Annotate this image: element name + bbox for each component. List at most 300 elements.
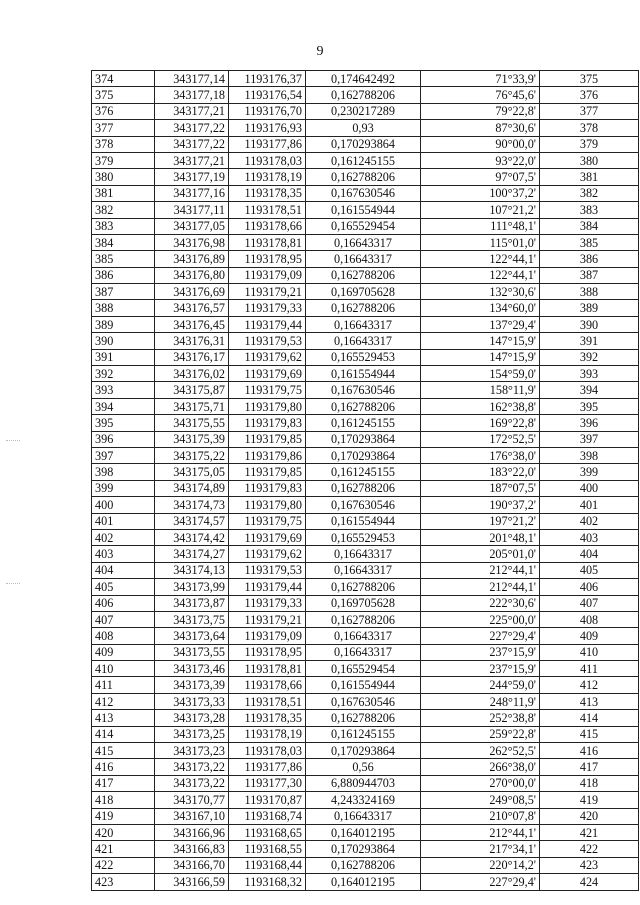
next-point-cell: 375 bbox=[540, 71, 639, 87]
next-point-cell: 421 bbox=[540, 824, 639, 840]
distance-cell: 0,56 bbox=[306, 759, 421, 775]
next-point-cell: 382 bbox=[540, 185, 639, 201]
table-row bbox=[92, 808, 639, 824]
y-coordinate-cell: 1193179,80 bbox=[229, 398, 306, 414]
point-number-cell: 399 bbox=[92, 480, 155, 496]
table-row bbox=[92, 579, 639, 595]
distance-cell: 0,16643317 bbox=[306, 546, 421, 562]
table-row bbox=[92, 366, 639, 382]
point-number-cell: 422 bbox=[92, 857, 155, 873]
table-row bbox=[92, 333, 639, 349]
table-row bbox=[92, 824, 639, 840]
x-coordinate-cell: 343176,98 bbox=[155, 234, 229, 250]
direction-angle-cell: 122°44,1' bbox=[421, 267, 540, 283]
y-coordinate-cell: 1193170,87 bbox=[229, 792, 306, 808]
x-coordinate-cell: 343175,22 bbox=[155, 447, 229, 463]
point-number-cell: 397 bbox=[92, 447, 155, 463]
direction-angle-cell: 176°38,0' bbox=[421, 447, 540, 463]
table-row bbox=[92, 562, 639, 578]
distance-cell: 0,161245155 bbox=[306, 464, 421, 480]
direction-angle-cell: 201°48,1' bbox=[421, 529, 540, 545]
next-point-cell: 417 bbox=[540, 759, 639, 775]
table-row bbox=[92, 71, 639, 87]
table-row bbox=[92, 710, 639, 726]
next-point-cell: 399 bbox=[540, 464, 639, 480]
point-number-cell: 396 bbox=[92, 431, 155, 447]
direction-angle-cell: 134°60,0' bbox=[421, 300, 540, 316]
x-coordinate-cell: 343166,70 bbox=[155, 857, 229, 873]
next-point-cell: 424 bbox=[540, 874, 639, 890]
distance-cell: 0,16643317 bbox=[306, 251, 421, 267]
y-coordinate-cell: 1193179,53 bbox=[229, 562, 306, 578]
y-coordinate-cell: 1193178,66 bbox=[229, 218, 306, 234]
direction-angle-cell: 97°07,5' bbox=[421, 169, 540, 185]
direction-angle-cell: 147°15,9' bbox=[421, 349, 540, 365]
direction-angle-cell: 212°44,1' bbox=[421, 579, 540, 595]
x-coordinate-cell: 343177,22 bbox=[155, 136, 229, 152]
next-point-cell: 389 bbox=[540, 300, 639, 316]
next-point-cell: 420 bbox=[540, 808, 639, 824]
x-coordinate-cell: 343177,16 bbox=[155, 185, 229, 201]
x-coordinate-cell: 343167,10 bbox=[155, 808, 229, 824]
table-row bbox=[92, 726, 639, 742]
y-coordinate-cell: 1193176,37 bbox=[229, 71, 306, 87]
y-coordinate-cell: 1193178,81 bbox=[229, 234, 306, 250]
point-number-cell: 386 bbox=[92, 267, 155, 283]
next-point-cell: 401 bbox=[540, 497, 639, 513]
table-row bbox=[92, 218, 639, 234]
table-row bbox=[92, 775, 639, 791]
distance-cell: 0,165529453 bbox=[306, 349, 421, 365]
y-coordinate-cell: 1193179,69 bbox=[229, 529, 306, 545]
direction-angle-cell: 262°52,5' bbox=[421, 743, 540, 759]
distance-cell: 0,162788206 bbox=[306, 710, 421, 726]
y-coordinate-cell: 1193177,30 bbox=[229, 775, 306, 791]
next-point-cell: 394 bbox=[540, 382, 639, 398]
x-coordinate-cell: 343176,02 bbox=[155, 366, 229, 382]
point-number-cell: 395 bbox=[92, 415, 155, 431]
x-coordinate-cell: 343173,22 bbox=[155, 775, 229, 791]
next-point-cell: 397 bbox=[540, 431, 639, 447]
direction-angle-cell: 71°33,9' bbox=[421, 71, 540, 87]
x-coordinate-cell: 343173,28 bbox=[155, 710, 229, 726]
table-row bbox=[92, 152, 639, 168]
table-row bbox=[92, 431, 639, 447]
x-coordinate-cell: 343174,73 bbox=[155, 497, 229, 513]
distance-cell: 0,170293864 bbox=[306, 136, 421, 152]
x-coordinate-cell: 343177,14 bbox=[155, 71, 229, 87]
next-point-cell: 378 bbox=[540, 120, 639, 136]
y-coordinate-cell: 1193179,53 bbox=[229, 333, 306, 349]
point-number-cell: 423 bbox=[92, 874, 155, 890]
y-coordinate-cell: 1193179,86 bbox=[229, 447, 306, 463]
next-point-cell: 404 bbox=[540, 546, 639, 562]
point-number-cell: 415 bbox=[92, 743, 155, 759]
table-row bbox=[92, 661, 639, 677]
table-row bbox=[92, 792, 639, 808]
x-coordinate-cell: 343176,89 bbox=[155, 251, 229, 267]
point-number-cell: 381 bbox=[92, 185, 155, 201]
y-coordinate-cell: 1193178,95 bbox=[229, 644, 306, 660]
point-number-cell: 387 bbox=[92, 284, 155, 300]
x-coordinate-cell: 343166,96 bbox=[155, 824, 229, 840]
point-number-cell: 419 bbox=[92, 808, 155, 824]
distance-cell: 0,162788206 bbox=[306, 857, 421, 873]
direction-angle-cell: 197°21,2' bbox=[421, 513, 540, 529]
point-number-cell: 405 bbox=[92, 579, 155, 595]
direction-angle-cell: 154°59,0' bbox=[421, 366, 540, 382]
y-coordinate-cell: 1193178,51 bbox=[229, 693, 306, 709]
distance-cell: 0,161245155 bbox=[306, 415, 421, 431]
next-point-cell: 387 bbox=[540, 267, 639, 283]
direction-angle-cell: 266°38,0' bbox=[421, 759, 540, 775]
y-coordinate-cell: 1193168,74 bbox=[229, 808, 306, 824]
point-number-cell: 412 bbox=[92, 693, 155, 709]
distance-cell: 0,161554944 bbox=[306, 513, 421, 529]
x-coordinate-cell: 343177,05 bbox=[155, 218, 229, 234]
table-row bbox=[92, 234, 639, 250]
x-coordinate-cell: 343176,69 bbox=[155, 284, 229, 300]
distance-cell: 0,167630546 bbox=[306, 185, 421, 201]
point-number-cell: 380 bbox=[92, 169, 155, 185]
x-coordinate-cell: 343176,45 bbox=[155, 316, 229, 332]
next-point-cell: 414 bbox=[540, 710, 639, 726]
direction-angle-cell: 100°37,2' bbox=[421, 185, 540, 201]
distance-cell: 0,162788206 bbox=[306, 87, 421, 103]
y-coordinate-cell: 1193178,35 bbox=[229, 185, 306, 201]
direction-angle-cell: 190°37,2' bbox=[421, 497, 540, 513]
x-coordinate-cell: 343176,31 bbox=[155, 333, 229, 349]
table-row bbox=[92, 595, 639, 611]
y-coordinate-cell: 1193177,86 bbox=[229, 136, 306, 152]
next-point-cell: 405 bbox=[540, 562, 639, 578]
x-coordinate-cell: 343176,17 bbox=[155, 349, 229, 365]
x-coordinate-cell: 343175,39 bbox=[155, 431, 229, 447]
table-row bbox=[92, 857, 639, 873]
x-coordinate-cell: 343173,64 bbox=[155, 628, 229, 644]
next-point-cell: 393 bbox=[540, 366, 639, 382]
distance-cell: 0,16643317 bbox=[306, 628, 421, 644]
x-coordinate-cell: 343174,89 bbox=[155, 480, 229, 496]
coordinates-table-body bbox=[92, 71, 639, 891]
table-row bbox=[92, 513, 639, 529]
distance-cell: 0,230217289 bbox=[306, 103, 421, 119]
direction-angle-cell: 222°30,6' bbox=[421, 595, 540, 611]
point-number-cell: 401 bbox=[92, 513, 155, 529]
distance-cell: 0,16643317 bbox=[306, 333, 421, 349]
direction-angle-cell: 252°38,8' bbox=[421, 710, 540, 726]
distance-cell: 0,162788206 bbox=[306, 480, 421, 496]
point-number-cell: 421 bbox=[92, 841, 155, 857]
point-number-cell: 404 bbox=[92, 562, 155, 578]
x-coordinate-cell: 343176,57 bbox=[155, 300, 229, 316]
x-coordinate-cell: 343177,11 bbox=[155, 202, 229, 218]
point-number-cell: 377 bbox=[92, 120, 155, 136]
direction-angle-cell: 187°07,5' bbox=[421, 480, 540, 496]
distance-cell: 0,164012195 bbox=[306, 824, 421, 840]
point-number-cell: 407 bbox=[92, 611, 155, 627]
direction-angle-cell: 270°00,0' bbox=[421, 775, 540, 791]
x-coordinate-cell: 343173,55 bbox=[155, 644, 229, 660]
x-coordinate-cell: 343175,05 bbox=[155, 464, 229, 480]
y-coordinate-cell: 1193179,21 bbox=[229, 611, 306, 627]
distance-cell: 0,161554944 bbox=[306, 677, 421, 693]
direction-angle-cell: 259°22,8' bbox=[421, 726, 540, 742]
table-row bbox=[92, 398, 639, 414]
x-coordinate-cell: 343175,71 bbox=[155, 398, 229, 414]
distance-cell: 0,161554944 bbox=[306, 202, 421, 218]
table-row bbox=[92, 87, 639, 103]
next-point-cell: 403 bbox=[540, 529, 639, 545]
direction-angle-cell: 220°14,2' bbox=[421, 857, 540, 873]
table-row bbox=[92, 382, 639, 398]
next-point-cell: 422 bbox=[540, 841, 639, 857]
point-number-cell: 392 bbox=[92, 366, 155, 382]
point-number-cell: 390 bbox=[92, 333, 155, 349]
table-row bbox=[92, 415, 639, 431]
coordinates-table bbox=[91, 70, 639, 891]
point-number-cell: 385 bbox=[92, 251, 155, 267]
next-point-cell: 406 bbox=[540, 579, 639, 595]
x-coordinate-cell: 343175,87 bbox=[155, 382, 229, 398]
direction-angle-cell: 115°01,0' bbox=[421, 234, 540, 250]
x-coordinate-cell: 343177,19 bbox=[155, 169, 229, 185]
y-coordinate-cell: 1193176,70 bbox=[229, 103, 306, 119]
y-coordinate-cell: 1193178,19 bbox=[229, 169, 306, 185]
table-row bbox=[92, 447, 639, 463]
direction-angle-cell: 227°29,4' bbox=[421, 874, 540, 890]
margin-mark bbox=[6, 440, 20, 441]
point-number-cell: 417 bbox=[92, 775, 155, 791]
point-number-cell: 400 bbox=[92, 497, 155, 513]
distance-cell: 0,165529454 bbox=[306, 218, 421, 234]
table-row bbox=[92, 120, 639, 136]
y-coordinate-cell: 1193179,75 bbox=[229, 382, 306, 398]
point-number-cell: 406 bbox=[92, 595, 155, 611]
point-number-cell: 411 bbox=[92, 677, 155, 693]
next-point-cell: 410 bbox=[540, 644, 639, 660]
y-coordinate-cell: 1193178,03 bbox=[229, 743, 306, 759]
next-point-cell: 418 bbox=[540, 775, 639, 791]
x-coordinate-cell: 343173,46 bbox=[155, 661, 229, 677]
y-coordinate-cell: 1193179,85 bbox=[229, 464, 306, 480]
next-point-cell: 411 bbox=[540, 661, 639, 677]
direction-angle-cell: 212°44,1' bbox=[421, 562, 540, 578]
direction-angle-cell: 212°44,1' bbox=[421, 824, 540, 840]
next-point-cell: 398 bbox=[540, 447, 639, 463]
direction-angle-cell: 158°11,9' bbox=[421, 382, 540, 398]
distance-cell: 0,164012195 bbox=[306, 874, 421, 890]
distance-cell: 0,16643317 bbox=[306, 234, 421, 250]
x-coordinate-cell: 343174,13 bbox=[155, 562, 229, 578]
next-point-cell: 412 bbox=[540, 677, 639, 693]
next-point-cell: 423 bbox=[540, 857, 639, 873]
table-row bbox=[92, 300, 639, 316]
distance-cell: 0,174642492 bbox=[306, 71, 421, 87]
point-number-cell: 413 bbox=[92, 710, 155, 726]
next-point-cell: 413 bbox=[540, 693, 639, 709]
distance-cell: 0,161245155 bbox=[306, 726, 421, 742]
y-coordinate-cell: 1193179,09 bbox=[229, 628, 306, 644]
next-point-cell: 390 bbox=[540, 316, 639, 332]
margin-mark bbox=[6, 583, 20, 584]
direction-angle-cell: 172°52,5' bbox=[421, 431, 540, 447]
next-point-cell: 391 bbox=[540, 333, 639, 349]
y-coordinate-cell: 1193168,32 bbox=[229, 874, 306, 890]
point-number-cell: 383 bbox=[92, 218, 155, 234]
distance-cell: 0,161245155 bbox=[306, 152, 421, 168]
table-row bbox=[92, 874, 639, 890]
table-row bbox=[92, 759, 639, 775]
x-coordinate-cell: 343173,99 bbox=[155, 579, 229, 595]
direction-angle-cell: 87°30,6' bbox=[421, 120, 540, 136]
direction-angle-cell: 183°22,0' bbox=[421, 464, 540, 480]
table-row bbox=[92, 841, 639, 857]
y-coordinate-cell: 1193179,33 bbox=[229, 595, 306, 611]
distance-cell: 0,16643317 bbox=[306, 562, 421, 578]
next-point-cell: 409 bbox=[540, 628, 639, 644]
table-row bbox=[92, 743, 639, 759]
distance-cell: 6,880944703 bbox=[306, 775, 421, 791]
x-coordinate-cell: 343173,75 bbox=[155, 611, 229, 627]
direction-angle-cell: 147°15,9' bbox=[421, 333, 540, 349]
y-coordinate-cell: 1193177,86 bbox=[229, 759, 306, 775]
y-coordinate-cell: 1193179,62 bbox=[229, 349, 306, 365]
point-number-cell: 389 bbox=[92, 316, 155, 332]
next-point-cell: 385 bbox=[540, 234, 639, 250]
distance-cell: 0,162788206 bbox=[306, 579, 421, 595]
y-coordinate-cell: 1193179,83 bbox=[229, 415, 306, 431]
next-point-cell: 386 bbox=[540, 251, 639, 267]
distance-cell: 0,16643317 bbox=[306, 808, 421, 824]
next-point-cell: 396 bbox=[540, 415, 639, 431]
x-coordinate-cell: 343174,42 bbox=[155, 529, 229, 545]
table-row bbox=[92, 611, 639, 627]
point-number-cell: 403 bbox=[92, 546, 155, 562]
distance-cell: 0,162788206 bbox=[306, 267, 421, 283]
y-coordinate-cell: 1193178,81 bbox=[229, 661, 306, 677]
direction-angle-cell: 248°11,9' bbox=[421, 693, 540, 709]
x-coordinate-cell: 343174,57 bbox=[155, 513, 229, 529]
y-coordinate-cell: 1193179,21 bbox=[229, 284, 306, 300]
point-number-cell: 391 bbox=[92, 349, 155, 365]
next-point-cell: 415 bbox=[540, 726, 639, 742]
point-number-cell: 394 bbox=[92, 398, 155, 414]
point-number-cell: 414 bbox=[92, 726, 155, 742]
next-point-cell: 384 bbox=[540, 218, 639, 234]
table-row bbox=[92, 267, 639, 283]
table-row bbox=[92, 677, 639, 693]
y-coordinate-cell: 1193179,80 bbox=[229, 497, 306, 513]
point-number-cell: 384 bbox=[92, 234, 155, 250]
x-coordinate-cell: 343174,27 bbox=[155, 546, 229, 562]
y-coordinate-cell: 1193179,44 bbox=[229, 316, 306, 332]
x-coordinate-cell: 343166,59 bbox=[155, 874, 229, 890]
distance-cell: 0,165529454 bbox=[306, 661, 421, 677]
table-row bbox=[92, 136, 639, 152]
table-row bbox=[92, 693, 639, 709]
next-point-cell: 388 bbox=[540, 284, 639, 300]
table-row bbox=[92, 169, 639, 185]
y-coordinate-cell: 1193178,03 bbox=[229, 152, 306, 168]
distance-cell: 0,16643317 bbox=[306, 316, 421, 332]
table-row bbox=[92, 529, 639, 545]
direction-angle-cell: 93°22,0' bbox=[421, 152, 540, 168]
distance-cell: 0,162788206 bbox=[306, 169, 421, 185]
table-row bbox=[92, 546, 639, 562]
direction-angle-cell: 217°34,1' bbox=[421, 841, 540, 857]
x-coordinate-cell: 343173,25 bbox=[155, 726, 229, 742]
distance-cell: 0,170293864 bbox=[306, 743, 421, 759]
distance-cell: 0,162788206 bbox=[306, 398, 421, 414]
y-coordinate-cell: 1193178,66 bbox=[229, 677, 306, 693]
direction-angle-cell: 237°15,9' bbox=[421, 644, 540, 660]
table-row bbox=[92, 644, 639, 660]
direction-angle-cell: 107°21,2' bbox=[421, 202, 540, 218]
direction-angle-cell: 162°38,8' bbox=[421, 398, 540, 414]
point-number-cell: 420 bbox=[92, 824, 155, 840]
table-row bbox=[92, 464, 639, 480]
distance-cell: 0,170293864 bbox=[306, 431, 421, 447]
next-point-cell: 377 bbox=[540, 103, 639, 119]
direction-angle-cell: 122°44,1' bbox=[421, 251, 540, 267]
x-coordinate-cell: 343173,22 bbox=[155, 759, 229, 775]
point-number-cell: 388 bbox=[92, 300, 155, 316]
distance-cell: 0,162788206 bbox=[306, 611, 421, 627]
next-point-cell: 416 bbox=[540, 743, 639, 759]
distance-cell: 0,93 bbox=[306, 120, 421, 136]
direction-angle-cell: 225°00,0' bbox=[421, 611, 540, 627]
x-coordinate-cell: 343177,22 bbox=[155, 120, 229, 136]
direction-angle-cell: 76°45,6' bbox=[421, 87, 540, 103]
point-number-cell: 416 bbox=[92, 759, 155, 775]
direction-angle-cell: 237°15,9' bbox=[421, 661, 540, 677]
y-coordinate-cell: 1193176,93 bbox=[229, 120, 306, 136]
y-coordinate-cell: 1193179,44 bbox=[229, 579, 306, 595]
y-coordinate-cell: 1193179,62 bbox=[229, 546, 306, 562]
direction-angle-cell: 169°22,8' bbox=[421, 415, 540, 431]
direction-angle-cell: 79°22,8' bbox=[421, 103, 540, 119]
direction-angle-cell: 227°29,4' bbox=[421, 628, 540, 644]
page-number: 9 bbox=[316, 44, 324, 59]
distance-cell: 0,165529453 bbox=[306, 529, 421, 545]
distance-cell: 0,16643317 bbox=[306, 644, 421, 660]
y-coordinate-cell: 1193178,35 bbox=[229, 710, 306, 726]
distance-cell: 4,243324169 bbox=[306, 792, 421, 808]
point-number-cell: 409 bbox=[92, 644, 155, 660]
x-coordinate-cell: 343177,18 bbox=[155, 87, 229, 103]
y-coordinate-cell: 1193179,09 bbox=[229, 267, 306, 283]
y-coordinate-cell: 1193176,54 bbox=[229, 87, 306, 103]
point-number-cell: 374 bbox=[92, 71, 155, 87]
y-coordinate-cell: 1193168,65 bbox=[229, 824, 306, 840]
y-coordinate-cell: 1193179,75 bbox=[229, 513, 306, 529]
x-coordinate-cell: 343175,55 bbox=[155, 415, 229, 431]
table-row bbox=[92, 316, 639, 332]
y-coordinate-cell: 1193179,69 bbox=[229, 366, 306, 382]
distance-cell: 0,169705628 bbox=[306, 284, 421, 300]
y-coordinate-cell: 1193179,83 bbox=[229, 480, 306, 496]
point-number-cell: 376 bbox=[92, 103, 155, 119]
x-coordinate-cell: 343173,39 bbox=[155, 677, 229, 693]
point-number-cell: 375 bbox=[92, 87, 155, 103]
distance-cell: 0,161554944 bbox=[306, 366, 421, 382]
next-point-cell: 419 bbox=[540, 792, 639, 808]
distance-cell: 0,167630546 bbox=[306, 693, 421, 709]
direction-angle-cell: 90°00,0' bbox=[421, 136, 540, 152]
direction-angle-cell: 249°08,5' bbox=[421, 792, 540, 808]
y-coordinate-cell: 1193168,55 bbox=[229, 841, 306, 857]
